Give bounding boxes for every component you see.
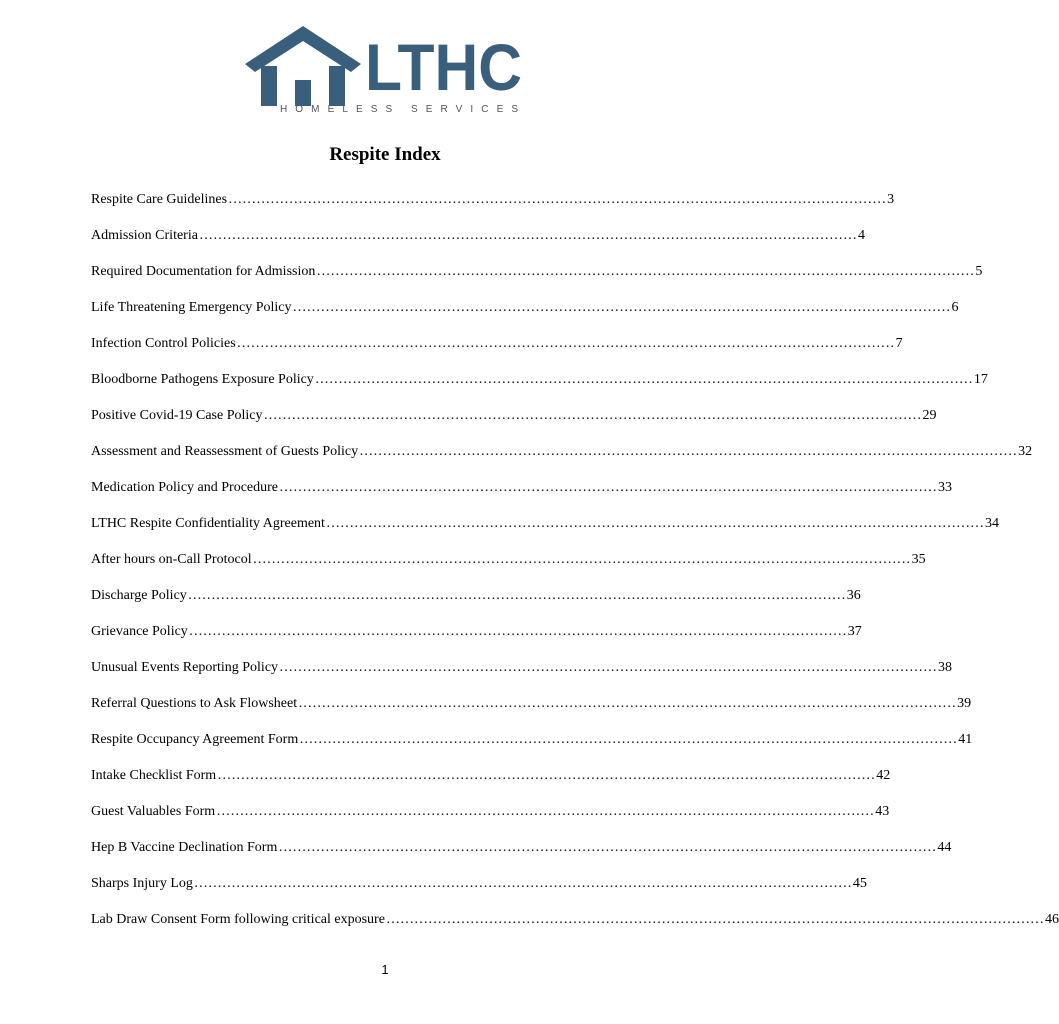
toc-entry <box>91 226 865 262</box>
toc-entry-label: Guest Valuables Form <box>91 804 216 819</box>
toc-dot-leader: …………………………………………………………………………………………………………………………… <box>298 696 957 711</box>
toc-entry <box>91 370 988 406</box>
toc-entry-page: 45 <box>852 876 867 891</box>
toc-entry <box>91 190 895 226</box>
toc-dot-leader: …………………………………………………………………………………………………………………………… <box>228 192 887 207</box>
toc-entry-page: 39 <box>957 696 972 711</box>
toc-entry-page: 36 <box>846 588 861 603</box>
toc-entry <box>91 514 999 550</box>
toc-entry <box>91 262 983 298</box>
toc-entry <box>91 550 926 586</box>
house-door <box>295 80 311 106</box>
toc-entry-label: Hep B Vaccine Declination Form <box>91 840 278 855</box>
toc-entry-label: Medication Policy and Procedure <box>91 480 279 495</box>
toc-entry-page: 35 <box>911 552 926 567</box>
toc-entry <box>91 406 937 442</box>
lthc-logo <box>245 24 525 116</box>
lthc-logo-graphic <box>245 24 525 116</box>
logo-wordmark: LTHC <box>365 30 522 104</box>
house-roof-icon <box>245 26 361 72</box>
toc-entry-page: 42 <box>876 768 891 783</box>
toc-entry-label: Bloodborne Pathogens Exposure Policy <box>91 372 314 387</box>
toc-dot-leader: …………………………………………………………………………………………………………………………… <box>188 624 847 639</box>
toc-entry-page: 41 <box>958 732 973 747</box>
toc-entry <box>91 298 959 334</box>
toc-entry-label: Discharge Policy <box>91 588 187 603</box>
toc-entry <box>91 802 890 838</box>
toc-dot-leader: …………………………………………………………………………………………………………………………… <box>263 408 922 423</box>
toc-entry <box>91 586 861 622</box>
toc-dot-leader: …………………………………………………………………………………………………………………………… <box>217 768 876 783</box>
toc-entry-page: 46 <box>1044 912 1059 927</box>
toc-entry-label: Positive Covid-19 Case Policy <box>91 408 263 423</box>
toc-entry <box>91 478 953 514</box>
toc-entry-page: 4 <box>857 228 865 243</box>
toc-entry-page: 44 <box>937 840 952 855</box>
toc-entry-label: Unusual Events Reporting Policy <box>91 660 279 675</box>
toc-dot-leader: …………………………………………………………………………………………………………………………… <box>385 912 1044 927</box>
toc-entry <box>91 766 891 802</box>
toc-entry-label: Grievance Policy <box>91 624 188 639</box>
toc-dot-leader: …………………………………………………………………………………………………………………………… <box>359 444 1018 459</box>
toc-dot-leader: …………………………………………………………………………………………………………………………… <box>299 732 958 747</box>
toc-entry-label: LTHC Respite Confidentiality Agreement <box>91 516 325 531</box>
toc-entry-page: 38 <box>938 660 953 675</box>
toc-entry-label: Assessment and Reassessment of Guests Policy <box>91 444 359 459</box>
toc-entry-page: 17 <box>973 372 988 387</box>
toc-dot-leader: …………………………………………………………………………………………………………………………… <box>252 552 911 567</box>
toc-entry-label: Sharps Injury Log <box>91 876 193 891</box>
toc-dot-leader: …………………………………………………………………………………………………………………………… <box>292 300 951 315</box>
toc-entry <box>91 910 1059 946</box>
toc-dot-leader: …………………………………………………………………………………………………………………………… <box>279 660 938 675</box>
toc-entry <box>91 694 972 730</box>
toc-dot-leader: …………………………………………………………………………………………………………………………… <box>278 840 937 855</box>
toc-entry-label: Admission Criteria <box>91 228 198 243</box>
toc-entry-page: 32 <box>1018 444 1033 459</box>
toc-entry-page: 37 <box>847 624 862 639</box>
toc-dot-leader: …………………………………………………………………………………………………………………………… <box>187 588 846 603</box>
page-number: 1 <box>381 962 389 977</box>
toc-entry-label: Required Documentation for Admission <box>91 264 316 279</box>
toc-entry <box>91 334 903 370</box>
toc-entry <box>91 622 862 658</box>
toc-dot-leader: …………………………………………………………………………………………………………………………… <box>236 336 895 351</box>
toc-entry <box>91 658 953 694</box>
toc-entry <box>91 874 867 910</box>
toc-entry-label: Infection Control Policies <box>91 336 236 351</box>
toc-entry <box>91 442 1033 478</box>
toc-entry-label: Lab Draw Consent Form following critical exposure <box>91 912 385 927</box>
toc-entry-page: 7 <box>895 336 903 351</box>
toc-entry-page: 29 <box>922 408 937 423</box>
toc-entry-label: Intake Checklist Form <box>91 768 217 783</box>
page-title: Respite Index <box>329 144 441 165</box>
toc-entry-page: 43 <box>875 804 890 819</box>
house-right-wall <box>329 66 345 106</box>
toc-dot-leader: …………………………………………………………………………………………………………………………… <box>198 228 857 243</box>
toc-entry <box>91 730 973 766</box>
toc-entry-page: 33 <box>938 480 953 495</box>
toc-dot-leader: …………………………………………………………………………………………………………………………… <box>193 876 852 891</box>
toc-entry-label: Respite Care Guidelines <box>91 192 228 207</box>
table-of-contents <box>91 190 1059 946</box>
toc-entry-page: 3 <box>887 192 895 207</box>
toc-entry-page: 6 <box>951 300 959 315</box>
toc-entry-label: After hours on-Call Protocol <box>91 552 252 567</box>
house-left-wall <box>261 66 277 106</box>
toc-entry-label: Referral Questions to Ask Flowsheet <box>91 696 298 711</box>
toc-dot-leader: …………………………………………………………………………………………………………………………… <box>316 264 975 279</box>
toc-entry-label: Respite Occupancy Agreement Form <box>91 732 299 747</box>
toc-entry-page: 34 <box>984 516 999 531</box>
toc-entry <box>91 838 952 874</box>
toc-dot-leader: …………………………………………………………………………………………………………………………… <box>325 516 984 531</box>
toc-entry-page: 5 <box>975 264 983 279</box>
toc-dot-leader: …………………………………………………………………………………………………………………………… <box>314 372 973 387</box>
logo-tagline: HOMELESS SERVICES <box>280 104 518 115</box>
toc-dot-leader: …………………………………………………………………………………………………………………………… <box>216 804 875 819</box>
toc-dot-leader: …………………………………………………………………………………………………………………………… <box>279 480 938 495</box>
toc-entry-label: Life Threatening Emergency Policy <box>91 300 292 315</box>
